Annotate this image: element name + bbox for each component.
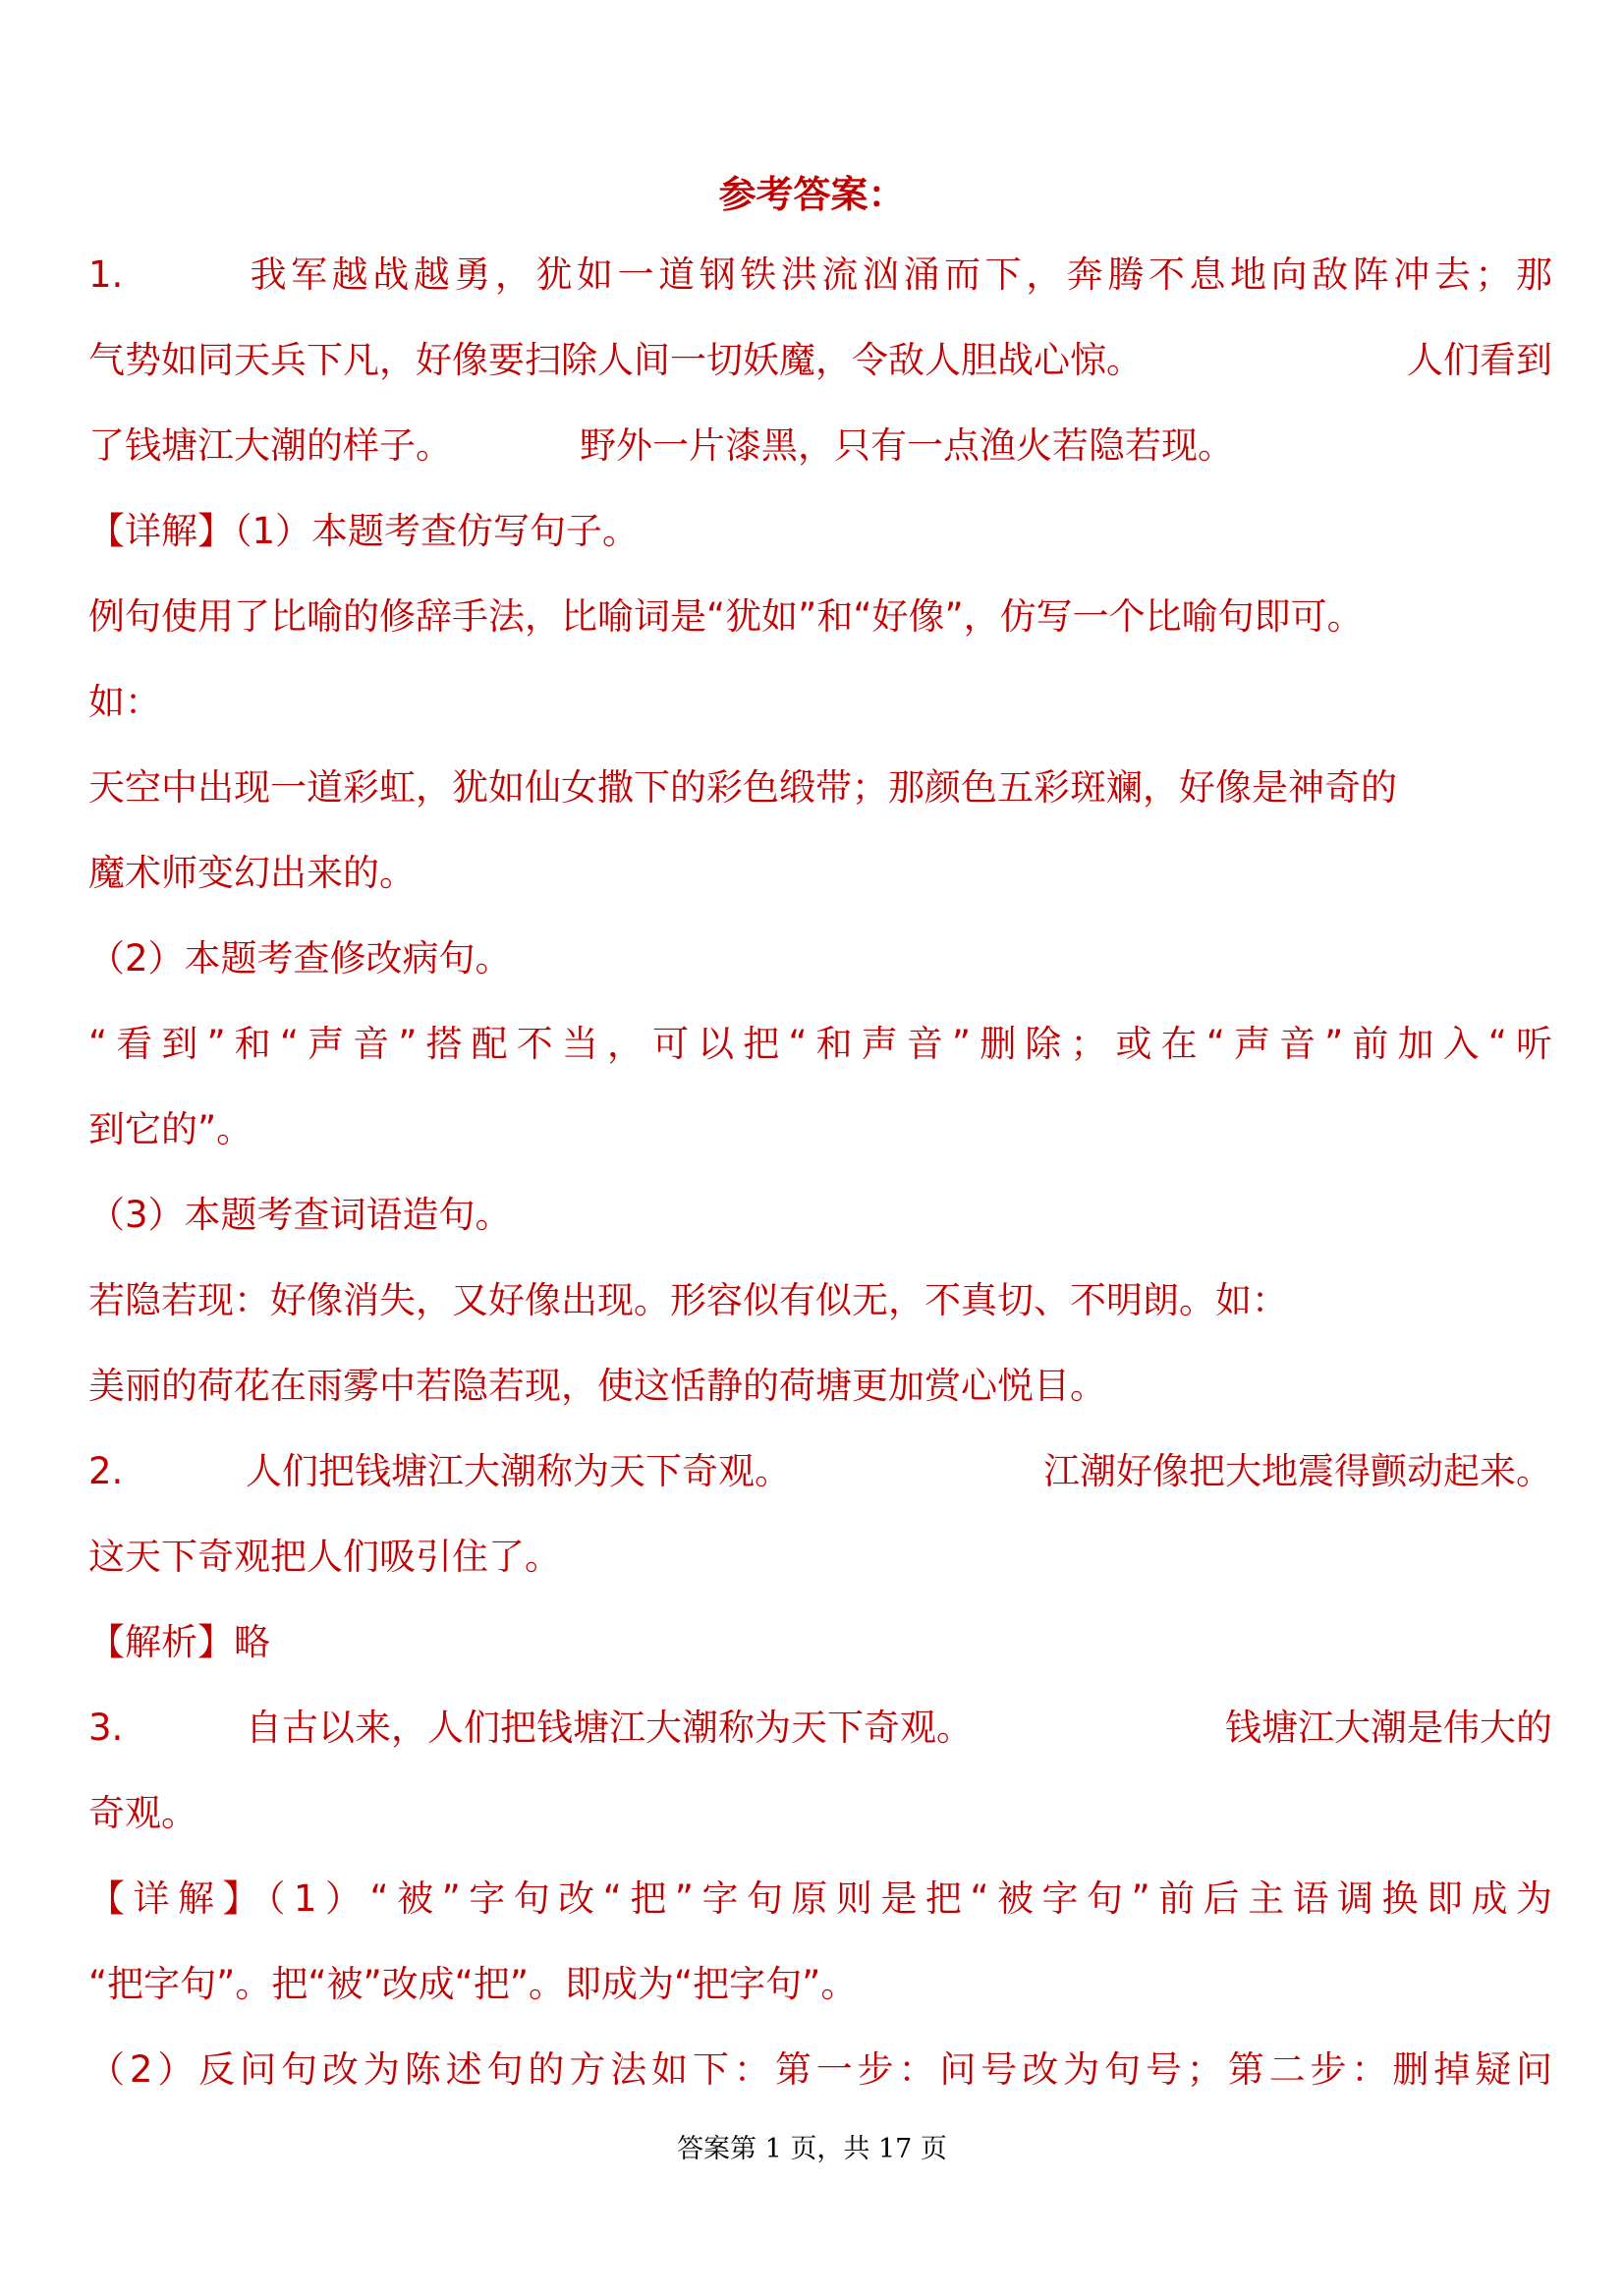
q1-detail-3a: 若隐若现：好像消失，又好像出现。形容似有似无，不真切、不明朗。如： [88,1279,1288,1321]
q2-line-1 [88,1442,1552,1501]
q1-detail-2b: 到它的”。 [88,1108,253,1150]
q1-detail-3b: 美丽的荷花在雨雾中若隐若现，使这恬静的荷塘更加赏心悦目。 [88,1365,1106,1407]
q3-number: 3. [88,1707,124,1749]
q1-detail-1a: 例句使用了比喻的修辞手法，比喻词是“犹如”和“好像”，仿写一个比喻句即可。 [88,595,1364,638]
page-footer: 答案第 1 页，共 17 页 [677,2134,947,2164]
q1-detail-1b: 如： [88,681,161,723]
q1-detail-2a: “看到”和“声音”搭配不当，可以把“和声音”删除；或在“声音”前加入“听 [88,1023,1552,1065]
q1-answer-1a: 我军越战越勇，犹如一道钢铁洪流汹涌而下，奔腾不息地向敌阵冲去；那 [246,253,1552,296]
q1-line-3 [88,417,1552,476]
q1-detail-1c: 天空中出现一道彩虹，犹如仙女撒下的彩色缎带；那颜色五彩斑斓，好像是神奇的 [88,766,1397,809]
q2-answer-2: 江潮好像把大地震得颤动起来。 [1043,1450,1552,1492]
q3-line-1 [88,1699,1552,1758]
q1-line-2 [88,331,1552,390]
q3-answer-2: 钱塘江大潮是伟大的 [1225,1707,1552,1749]
q3-detail-1b: “把字句”。把“被”改成“把”。即成为“把字句”。 [88,1963,858,2005]
q3-detail-2a: （2）反问句改为陈述句的方法如下：第一步：问号改为句号；第二步：删掉疑问 [88,2048,1552,2091]
q1-answer-2b: 了钱塘江大潮的样子。 [88,424,452,467]
q1-detail-head: 【详解】（1）本题考查仿写句子。 [88,510,640,552]
q1-number: 1. [88,253,124,296]
q1-answer-2: 人们看到 [1407,339,1552,381]
q2-analysis: 【解析】略 [88,1621,270,1663]
q2-answer-3: 这天下奇观把人们吸引住了。 [88,1536,561,1578]
q2-number: 2. [88,1450,124,1492]
q3-answer-1: 自古以来，人们把钱塘江大潮称为天下奇观。 [246,1707,973,1749]
q3-detail-1a: 【详解】（1）“被”字句改“把”字句原则是把“被字句”前后主语调换即成为 [88,1877,1552,1920]
q3-answer-2b: 奇观。 [88,1792,197,1834]
q1-detail-2-head: （2）本题考查修改病句。 [88,937,512,980]
q1-answer-1b: 气势如同天兵下凡，好像要扫除人间一切妖魔，令敌人胆战心惊。 [88,339,1143,381]
q2-answer-1: 人们把钱塘江大潮称为天下奇观。 [246,1450,791,1492]
q1-answer-3: 野外一片漆黑，只有一点渔火若隐若现。 [580,424,1234,467]
q1-detail-1d: 魔术师变幻出来的。 [88,852,416,894]
q1-detail-3-head: （3）本题考查词语造句。 [88,1194,512,1236]
q1-line-1 [88,246,1552,305]
page-title: 参考答案： [718,172,906,216]
